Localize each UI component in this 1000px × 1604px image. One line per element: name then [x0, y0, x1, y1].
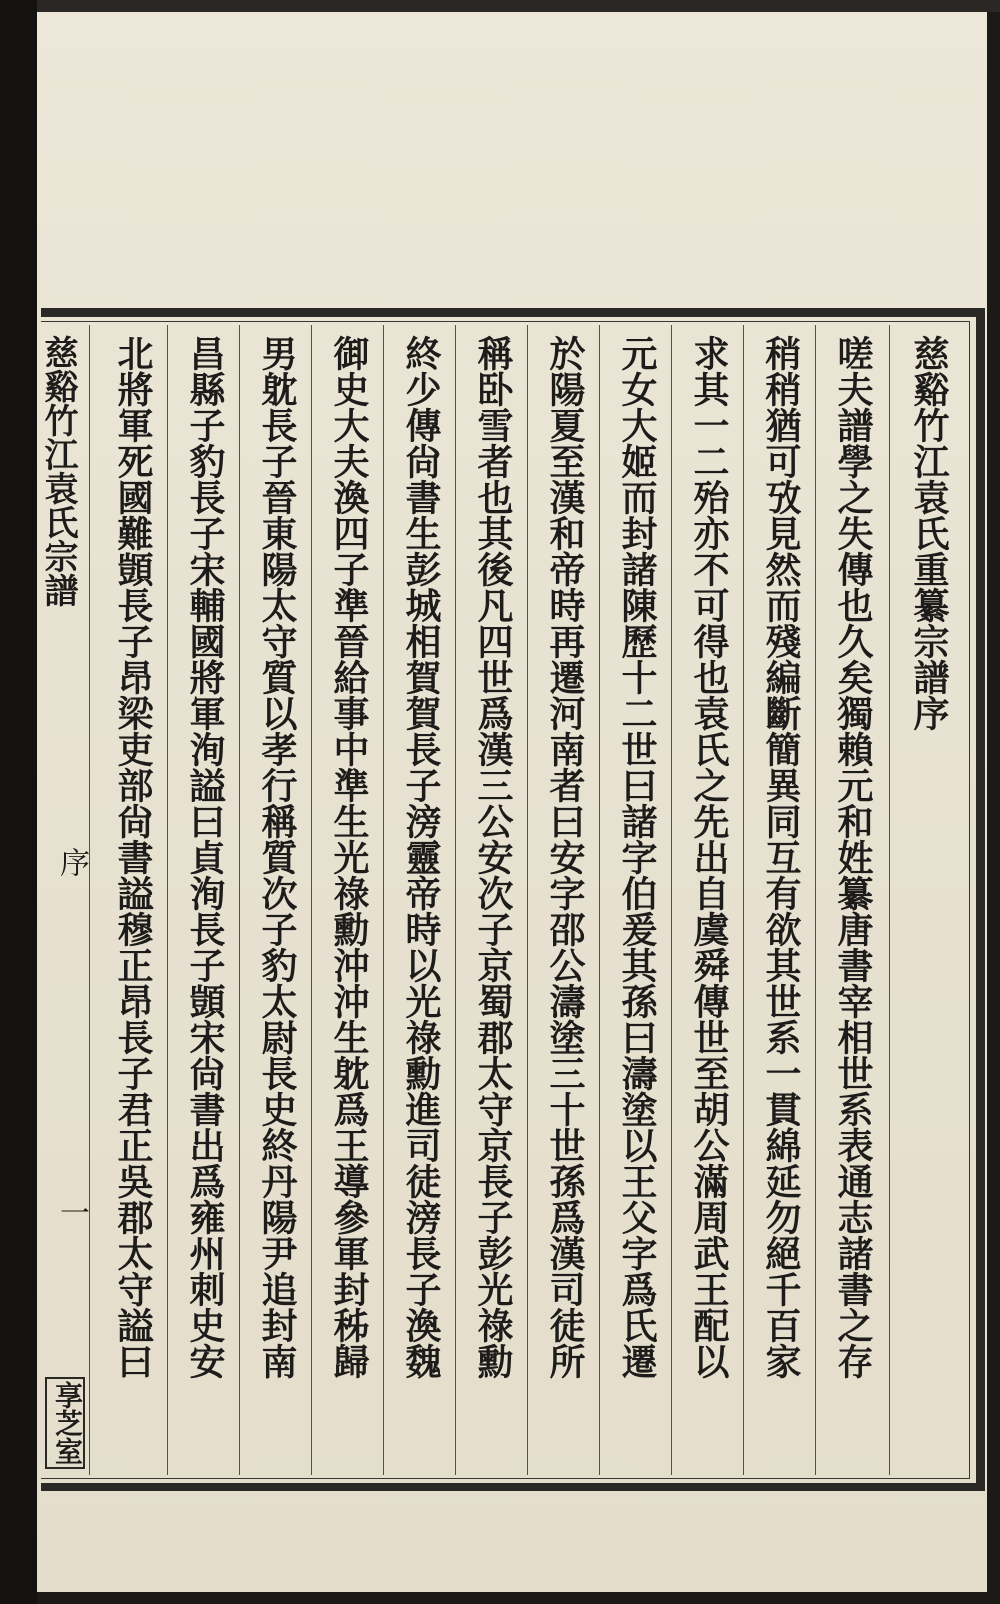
margin-column — [38, 327, 89, 1477]
column-rule — [599, 325, 600, 1475]
column-rule — [671, 325, 672, 1475]
text-column-6: 稱卧雪者也其後凡四世爲漢三公安次子京蜀郡太守京長子彭光祿勳 — [472, 335, 514, 1379]
text-column-4: 元女大姬而封諸陳歷十二世曰諸字伯爰其孫曰濤塗以王父字爲氏遷 — [616, 335, 658, 1379]
text-column-3: 求其一二殆亦不可得也袁氏之先出自虞舜傳世至胡公滿周武王配以 — [688, 335, 730, 1379]
text-column-5: 於陽夏至漢和帝時再遷河南者曰安字邵公濤塗三十世孫爲漢司徒所 — [544, 335, 586, 1379]
column-rule — [311, 325, 312, 1475]
book-spine-edge — [0, 0, 37, 1604]
section-label: 序 — [54, 847, 89, 877]
column-rule — [815, 325, 816, 1475]
text-column-10: 昌縣子豹長子宋輔國將軍洵謚曰貞洵長子顗宋尙書出爲雍州刺史安 — [184, 335, 226, 1379]
text-column-2: 稍稍猶可攷見然而殘編斷簡異同互有欲其世系一貫綿延勿絕千百家 — [760, 335, 802, 1379]
preface-title: 慈谿竹江袁氏重纂宗譜序 — [908, 335, 950, 731]
column-rule — [89, 325, 90, 1475]
column-rule — [527, 325, 528, 1475]
bottom-border-strip — [37, 1592, 1000, 1604]
text-column-9: 男躭長子晉東陽太守質以孝行稱質次子豹太尉長史終丹陽尹追封南 — [256, 335, 298, 1379]
text-column-11: 北將軍死國難顗長子昂梁吏部尙書謚穆正昂長子君正吳郡太守謚曰 — [112, 335, 154, 1379]
book-title: 慈谿竹江袁氏宗譜 — [38, 335, 78, 607]
column-rule — [167, 325, 168, 1475]
column-rule — [455, 325, 456, 1475]
press-name: 享芝室 — [45, 1377, 85, 1469]
column-rule — [383, 325, 384, 1475]
text-block-frame — [38, 308, 985, 1491]
document-page — [37, 12, 987, 1592]
top-border-strip — [37, 0, 1000, 12]
column-rule — [239, 325, 240, 1475]
text-column-1: 嗟夫譜學之失傳也久矣獨賴元和姓纂唐書宰相世系表通志諸書之存 — [832, 335, 874, 1379]
text-column-8: 御史大夫渙四子準晉給事中準生光祿勳沖沖生躭爲王導參軍封秭歸 — [328, 335, 370, 1379]
text-column-7: 終少傳尙書生彭城相賀賀長子滂靈帝時以光祿勳進司徒滂長子渙魏 — [400, 335, 442, 1379]
column-rule — [743, 325, 744, 1475]
column-rule — [889, 325, 890, 1475]
page-number: 一 — [54, 1197, 89, 1227]
